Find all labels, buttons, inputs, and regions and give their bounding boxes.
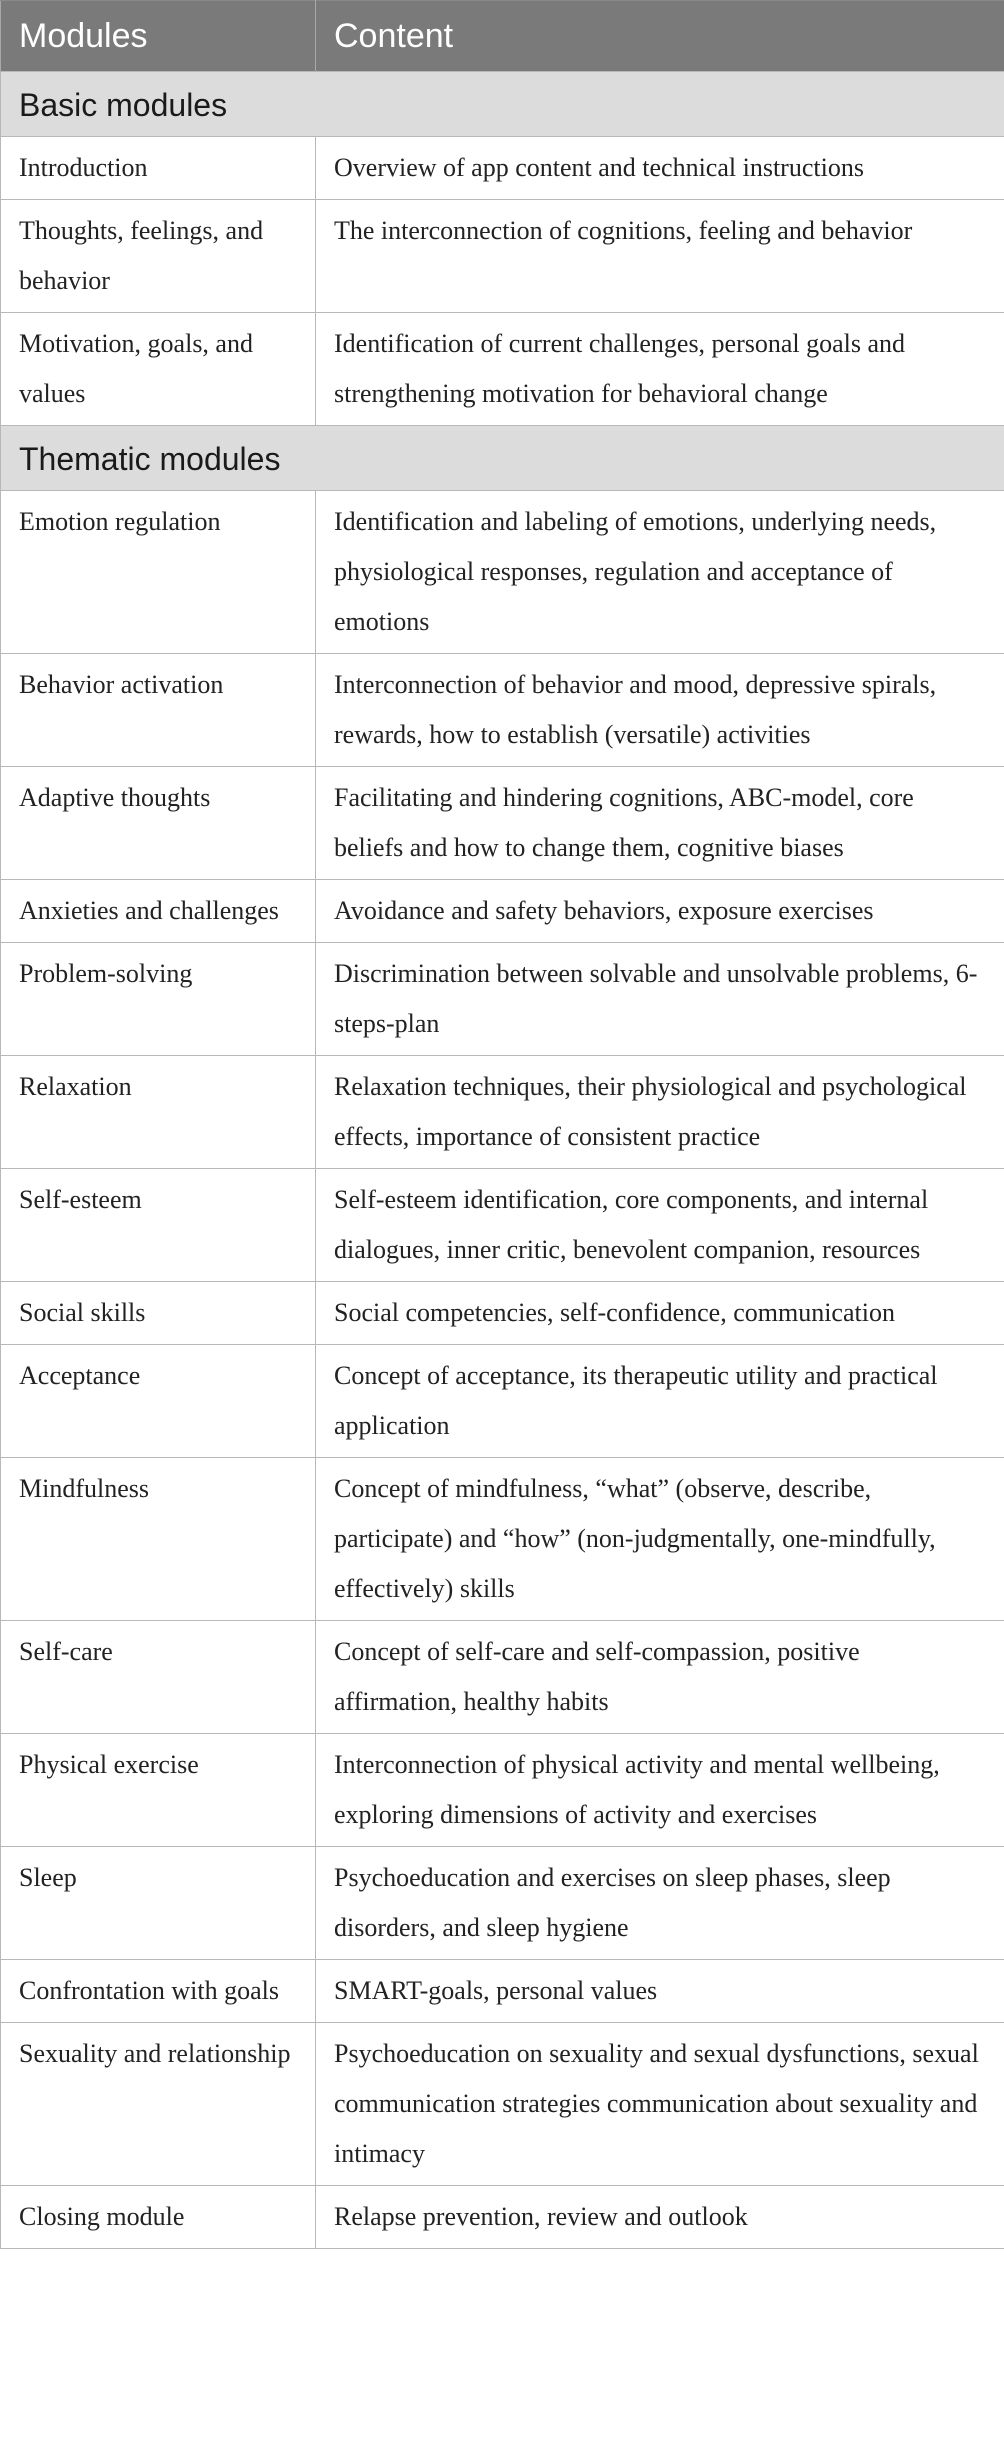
table-row bbox=[1, 1847, 1004, 1960]
module-cell: Relaxation bbox=[1, 1056, 316, 1169]
table-row bbox=[1, 1056, 1004, 1169]
module-cell: Mindfulness bbox=[1, 1458, 316, 1621]
table-row bbox=[1, 491, 1004, 654]
table-row bbox=[1, 2186, 1004, 2249]
table-row bbox=[1, 1169, 1004, 1282]
table-row bbox=[1, 313, 1004, 426]
header-row bbox=[1, 1, 1004, 72]
module-cell: Emotion regulation bbox=[1, 491, 316, 654]
table-row bbox=[1, 1345, 1004, 1458]
section-row bbox=[1, 426, 1004, 491]
content-cell: Psychoeducation on sexuality and sexual dysfunctions, sexual communication strategies communication about sexuality and intimacy bbox=[316, 2023, 1004, 2186]
module-cell: Closing module bbox=[1, 2186, 316, 2249]
section-title: Basic modules bbox=[1, 72, 1004, 137]
module-cell: Problem-solving bbox=[1, 943, 316, 1056]
table-row bbox=[1, 137, 1004, 200]
content-cell: Psychoeducation and exercises on sleep phases, sleep disorders, and sleep hygiene bbox=[316, 1847, 1004, 1960]
content-cell: Relapse prevention, review and outlook bbox=[316, 2186, 1004, 2249]
content-cell: Relaxation techniques, their physiological and psychological effects, importance of consistent practice bbox=[316, 1056, 1004, 1169]
section-row bbox=[1, 72, 1004, 137]
header-content: Content bbox=[316, 1, 1004, 72]
table-row bbox=[1, 1458, 1004, 1621]
table-row bbox=[1, 1282, 1004, 1345]
table-row bbox=[1, 767, 1004, 880]
module-cell: Self-esteem bbox=[1, 1169, 316, 1282]
table-row bbox=[1, 1734, 1004, 1847]
table-row bbox=[1, 1960, 1004, 2023]
module-cell: Thoughts, feelings, and behavior bbox=[1, 200, 316, 313]
section-title: Thematic modules bbox=[1, 426, 1004, 491]
module-cell: Acceptance bbox=[1, 1345, 316, 1458]
content-cell: SMART-goals, personal values bbox=[316, 1960, 1004, 2023]
module-cell: Sexuality and relationship bbox=[1, 2023, 316, 2186]
table-row bbox=[1, 654, 1004, 767]
module-cell: Sleep bbox=[1, 1847, 316, 1960]
content-cell: Concept of self-care and self-compassion, positive affirmation, healthy habits bbox=[316, 1621, 1004, 1734]
content-cell: The interconnection of cognitions, feeling and behavior bbox=[316, 200, 1004, 313]
module-cell: Self-care bbox=[1, 1621, 316, 1734]
table-row bbox=[1, 880, 1004, 943]
module-cell: Confrontation with goals bbox=[1, 1960, 316, 2023]
content-cell: Concept of acceptance, its therapeutic utility and practical application bbox=[316, 1345, 1004, 1458]
content-cell: Concept of mindfulness, “what” (observe, describe, participate) and “how” (non-judgmentally, one-mindfully, effectively) skills bbox=[316, 1458, 1004, 1621]
content-cell: Identification and labeling of emotions, underlying needs, physiological responses, regulation and acceptance of emotions bbox=[316, 491, 1004, 654]
content-cell: Social competencies, self-confidence, communication bbox=[316, 1282, 1004, 1345]
content-cell: Overview of app content and technical instructions bbox=[316, 137, 1004, 200]
module-cell: Behavior activation bbox=[1, 654, 316, 767]
content-cell: Avoidance and safety behaviors, exposure exercises bbox=[316, 880, 1004, 943]
table-row bbox=[1, 1621, 1004, 1734]
table-row bbox=[1, 2023, 1004, 2186]
table-row bbox=[1, 943, 1004, 1056]
module-cell: Adaptive thoughts bbox=[1, 767, 316, 880]
table-body bbox=[1, 72, 1004, 2249]
module-cell: Motivation, goals, and values bbox=[1, 313, 316, 426]
content-cell: Self-esteem identification, core components, and internal dialogues, inner critic, benevolent companion, resources bbox=[316, 1169, 1004, 1282]
table-row bbox=[1, 200, 1004, 313]
header-modules: Modules bbox=[1, 1, 316, 72]
module-cell: Anxieties and challenges bbox=[1, 880, 316, 943]
content-cell: Interconnection of physical activity and mental wellbeing, exploring dimensions of activity and exercises bbox=[316, 1734, 1004, 1847]
module-cell: Social skills bbox=[1, 1282, 316, 1345]
module-cell: Introduction bbox=[1, 137, 316, 200]
content-cell: Facilitating and hindering cognitions, ABC-model, core beliefs and how to change them, cognitive biases bbox=[316, 767, 1004, 880]
module-cell: Physical exercise bbox=[1, 1734, 316, 1847]
content-cell: Discrimination between solvable and unsolvable problems, 6-steps-plan bbox=[316, 943, 1004, 1056]
content-cell: Interconnection of behavior and mood, depressive spirals, rewards, how to establish (versatile) activities bbox=[316, 654, 1004, 767]
content-cell: Identification of current challenges, personal goals and strengthening motivation for behavioral change bbox=[316, 313, 1004, 426]
